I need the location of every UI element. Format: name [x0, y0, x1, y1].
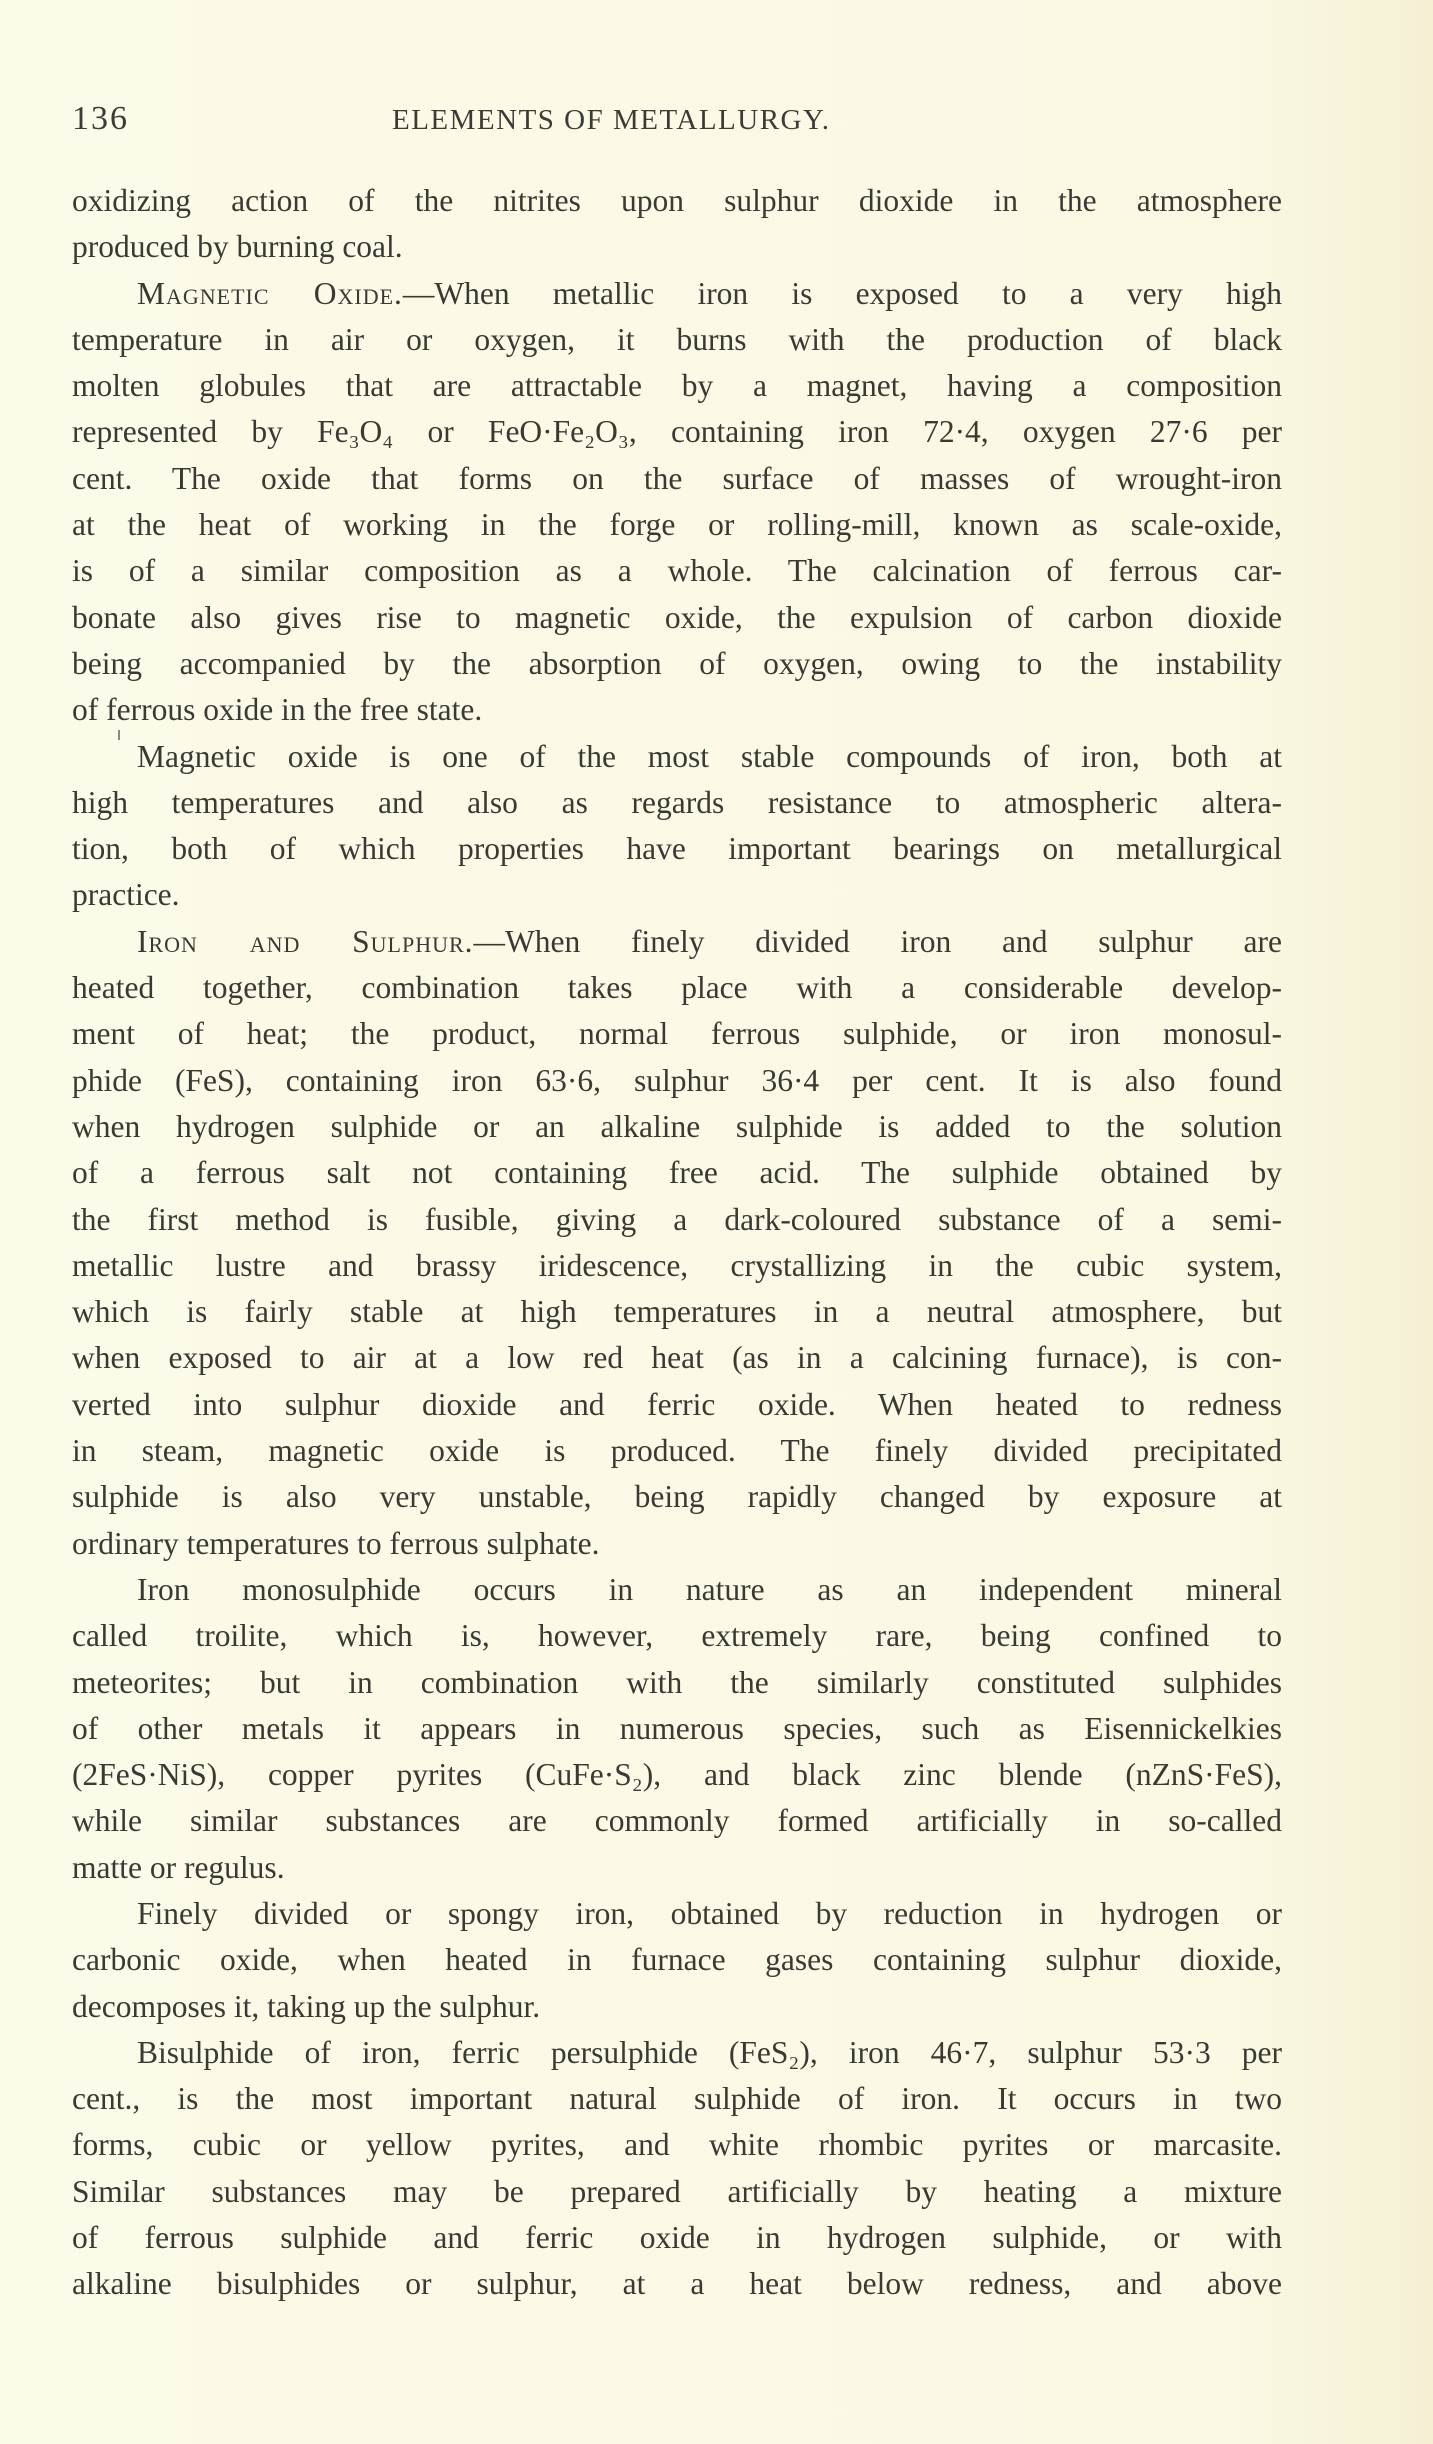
- section-heading: Magnetic Oxide.: [137, 275, 403, 311]
- text-line: matte or regulus.: [72, 1849, 285, 1885]
- text-line: tion, both of which properties have important bearings on metallurgical: [72, 831, 1282, 867]
- paragraph: [72, 178, 1282, 271]
- text-line: in steam, magnetic oxide is produced. The finely divided precipitated: [72, 1433, 1282, 1469]
- text-line: cent. The oxide that forms on the surface of masses of wrought-iron: [72, 460, 1282, 496]
- text-line: alkaline bisulphides or sulphur, at a heat below redness, and above: [72, 2266, 1282, 2302]
- paragraph-magnetic-oxide: [72, 271, 1282, 734]
- text-line: cent., is the most important natural sulphide of iron. It occurs in two: [72, 2081, 1282, 2117]
- paragraph: [72, 2030, 1282, 2308]
- book-title: ELEMENTS OF METALLURGY.: [392, 104, 831, 136]
- paragraph: [72, 734, 1282, 919]
- text-line: is of a similar composition as a whole. The calcination of ferrous car-: [72, 553, 1282, 589]
- text-line: Finely divided or spongy iron, obtained by reduction in hydrogen or: [137, 1895, 1282, 1931]
- text-line: metallic lustre and brassy iridescence, crystallizing in the cubic system,: [72, 1247, 1282, 1283]
- text-line: meteorites; but in combination with the similarly constituted sulphides: [72, 1664, 1282, 1700]
- text-line: being accompanied by the absorption of oxygen, owing to the instability: [72, 645, 1282, 681]
- text-line: Bisulphide of iron, ferric persulphide (FeS₂), iron 46·7, sulphur 53·3 per: [137, 2034, 1282, 2070]
- text-line: forms, cubic or yellow pyrites, and white rhombic pyrites or marcasite.: [72, 2127, 1282, 2163]
- text-line: of a ferrous salt not containing free acid. The sulphide obtained by: [72, 1155, 1282, 1191]
- text-line: while similar substances are commonly formed artificially in so-called: [72, 1803, 1282, 1839]
- text-line: temperature in air or oxygen, it burns with the production of black: [72, 321, 1282, 357]
- text-line: heated together, combination takes place with a considerable develop-: [72, 970, 1282, 1006]
- section-heading: Iron and Sulphur.: [137, 923, 474, 959]
- text-line: oxidizing action of the nitrites upon sulphur dioxide in the atmosphere: [72, 183, 1282, 218]
- text-line: of ferrous oxide in the free state.: [72, 692, 483, 728]
- text-line: molten globules that are attractable by a magnet, having a composition: [72, 368, 1282, 404]
- text-line: Magnetic oxide is one of the most stable compounds of iron, both at: [137, 738, 1282, 774]
- text-line: phide (FeS), containing iron 63·6, sulphur 36·4 per cent. It is also found: [72, 1062, 1282, 1098]
- text-line: [72, 919, 1282, 965]
- text-line: at the heat of working in the forge or rolling-mill, known as scale-oxide,: [72, 507, 1282, 543]
- text-line: ment of heat; the product, normal ferrous sulphide, or iron monosul-: [72, 1016, 1282, 1052]
- text-line: high temperatures and also as regards resistance to atmospheric altera-: [72, 784, 1282, 820]
- running-head: [72, 100, 1282, 144]
- page-number: 136: [72, 100, 129, 137]
- text-line: when exposed to air at a low red heat (as in a calcining furnace), is con-: [72, 1340, 1282, 1376]
- text-line: sulphide is also very unstable, being rapidly changed by exposure at: [72, 1479, 1282, 1515]
- text-line: bonate also gives rise to magnetic oxide, the expulsion of carbon dioxide: [72, 599, 1282, 635]
- text-line: the first method is fusible, giving a dark-coloured substance of a semi-: [72, 1201, 1282, 1237]
- text-line: ordinary temperatures to ferrous sulphate.: [72, 1525, 600, 1561]
- text-line: produced by burning coal.: [72, 229, 403, 265]
- text-line: verted into sulphur dioxide and ferric oxide. When heated to redness: [72, 1386, 1282, 1422]
- paragraph-iron-and-sulphur: [72, 919, 1282, 1567]
- text-line: Similar substances may be prepared artificially by heating a mixture: [72, 2173, 1282, 2209]
- paragraph: [72, 1891, 1282, 2030]
- text-line: (2FeS·NiS), copper pyrites (CuFe·S₂), and black zinc blende (nZnS·FeS),: [72, 1757, 1282, 1793]
- text-line: decomposes it, taking up the sulphur.: [72, 1988, 541, 2024]
- text-line: when hydrogen sulphide or an alkaline sulphide is added to the solution: [72, 1108, 1282, 1144]
- text-line: represented by Fe₃O₄ or FeO·Fe₂O₃, containing iron 72·4, oxygen 27·6 per: [72, 414, 1282, 450]
- text-run: —When finely divided iron and sulphur are: [473, 923, 1282, 959]
- text-line: of ferrous sulphide and ferric oxide in hydrogen sulphide, or with: [72, 2220, 1282, 2256]
- text-run: —When metallic iron is exposed to a very high: [402, 275, 1282, 311]
- text-line: carbonic oxide, when heated in furnace gases containing sulphur dioxide,: [72, 1942, 1282, 1978]
- text-line: of other metals it appears in numerous species, such as Eisennickelkies: [72, 1710, 1282, 1746]
- text-line: Iron monosulphide occurs in nature as an independent mineral: [137, 1571, 1282, 1607]
- text-line: called troilite, which is, however, extremely rare, being confined to: [72, 1618, 1282, 1654]
- body-text: [72, 178, 1282, 2308]
- text-line: [72, 271, 1282, 317]
- text-line: which is fairly stable at high temperatures in a neutral atmosphere, but: [72, 1294, 1282, 1330]
- paragraph: [72, 1567, 1282, 1891]
- text-line: practice.: [72, 877, 180, 913]
